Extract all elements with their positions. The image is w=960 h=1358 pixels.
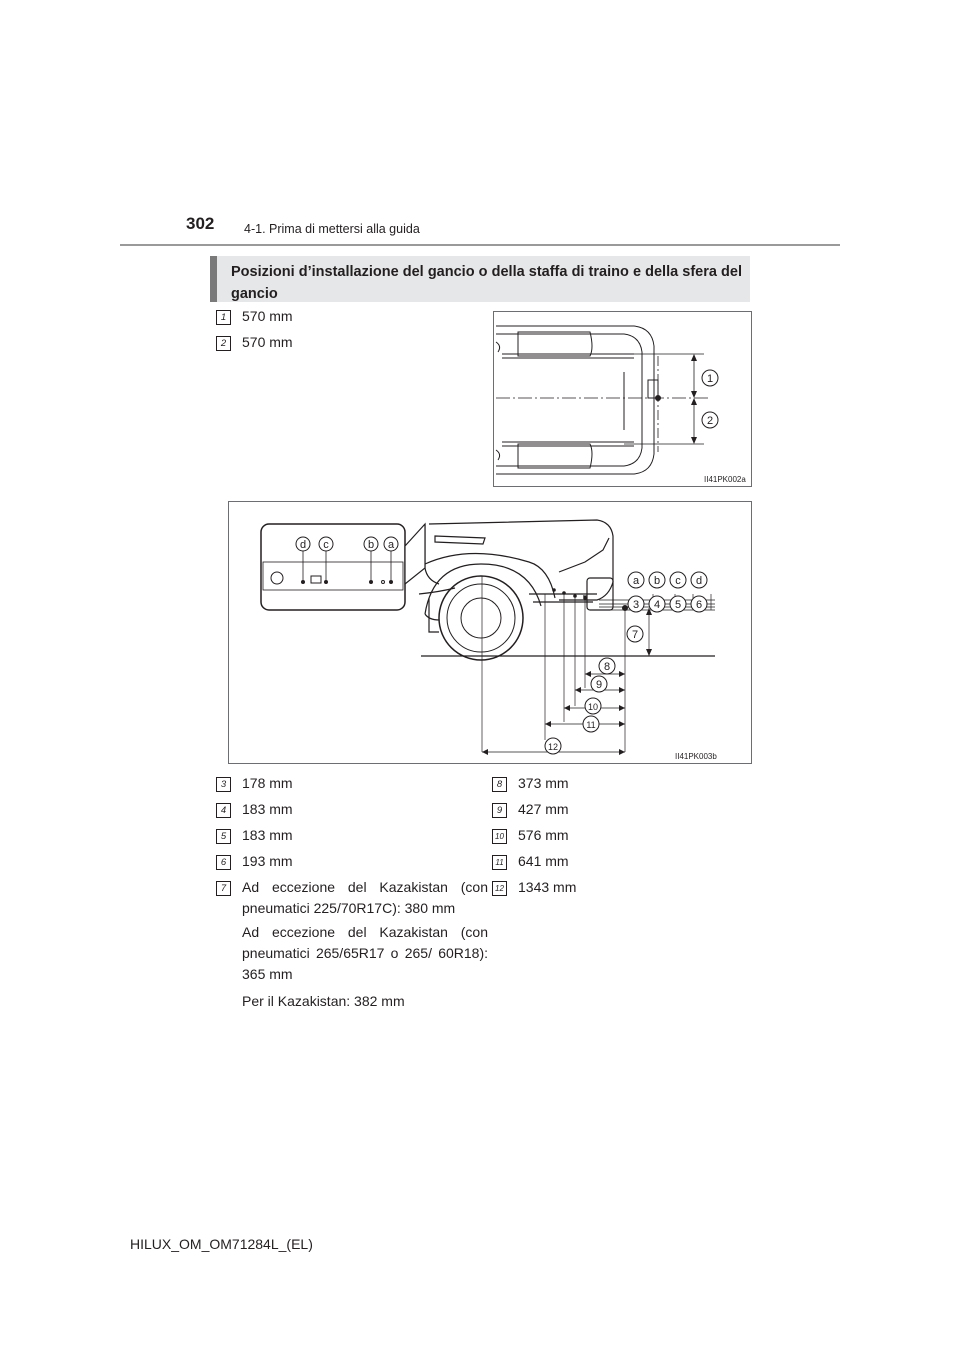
document-footer: HILUX_OM_OM71284L_(EL) [130, 1236, 313, 1252]
item-value-2: 570 mm [242, 334, 293, 350]
header-divider [120, 244, 840, 246]
callout-number-12: 12 [492, 881, 507, 896]
fig2-callout-10: 10 [587, 702, 599, 712]
callout-number-10: 10 [492, 829, 507, 844]
section-title: 4-1. Prima di mettersi alla guida [244, 222, 420, 236]
item7-line-3: Per il Kazakistan: 382 mm [242, 993, 405, 1009]
section-heading: Posizioni d’installazione del gancio o della staffa di traino e della sfera del gancio [231, 264, 742, 302]
fig2-callout-7: 7 [631, 629, 639, 641]
item-value-11: 641 mm [518, 853, 569, 869]
fig2-callout-5: 5 [674, 599, 682, 611]
item7-line-1: Ad eccezione del Kazakistan (con pneumatici 225/70R17C): 380 mm [242, 879, 488, 916]
callout-number-7: 7 [216, 881, 231, 896]
callout-number-11: 11 [492, 855, 507, 870]
item-value-10: 576 mm [518, 827, 569, 843]
item-value-4: 183 mm [242, 801, 293, 817]
fig2-letter-c: c [675, 575, 681, 587]
item-value-8: 373 mm [518, 775, 569, 791]
fig2-callout-9: 9 [595, 679, 603, 691]
callout-number-6: 6 [216, 855, 231, 870]
inset-letter-b: b [367, 539, 375, 551]
figure-side-view [228, 501, 752, 764]
callout-number-8: 8 [492, 777, 507, 792]
fig2-callout-4: 4 [653, 599, 661, 611]
fig2-letter-b: b [653, 575, 661, 587]
fig2-letter-a: a [632, 575, 640, 587]
callout-number-5: 5 [216, 829, 231, 844]
fig2-letter-d: d [695, 575, 703, 587]
inset-letter-a: a [387, 539, 395, 551]
item-value-12: 1343 mm [518, 879, 577, 895]
fig2-callout-11: 11 [586, 720, 596, 730]
inset-letter-c: c [323, 539, 329, 551]
fig2-callout-6: 6 [695, 599, 703, 611]
fig2-callout-12: 12 [547, 742, 559, 752]
item-value-9: 427 mm [518, 801, 569, 817]
callout-number-9: 9 [492, 803, 507, 818]
fig2-callout-8: 8 [603, 661, 611, 673]
item-value-1: 570 mm [242, 308, 293, 324]
callout-number-3: 3 [216, 777, 231, 792]
top-view-drawing [494, 312, 751, 486]
fig2-callout-3: 3 [632, 599, 640, 611]
figure2-code: II41PK003b [675, 752, 717, 761]
page-number: 302 [186, 214, 215, 233]
side-view-drawing [229, 502, 751, 763]
figure1-code: II41PK002a [704, 475, 746, 484]
fig1-callout-1: 1 [706, 373, 714, 385]
callout-number-4: 4 [216, 803, 231, 818]
callout-number-1: 1 [216, 310, 231, 325]
item-value-6: 193 mm [242, 853, 293, 869]
section-heading-box [210, 256, 750, 302]
callout-number-2: 2 [216, 336, 231, 351]
figure-top-view [493, 311, 752, 487]
item7-line-2: Ad eccezione del Kazakistan (con pneumatici 265/65R17 o 265/ 60R18): 365 mm [242, 924, 488, 982]
item-value-5: 183 mm [242, 827, 293, 843]
inset-letter-d: d [299, 539, 307, 551]
item-value-3: 178 mm [242, 775, 293, 791]
fig1-callout-2: 2 [706, 415, 714, 427]
